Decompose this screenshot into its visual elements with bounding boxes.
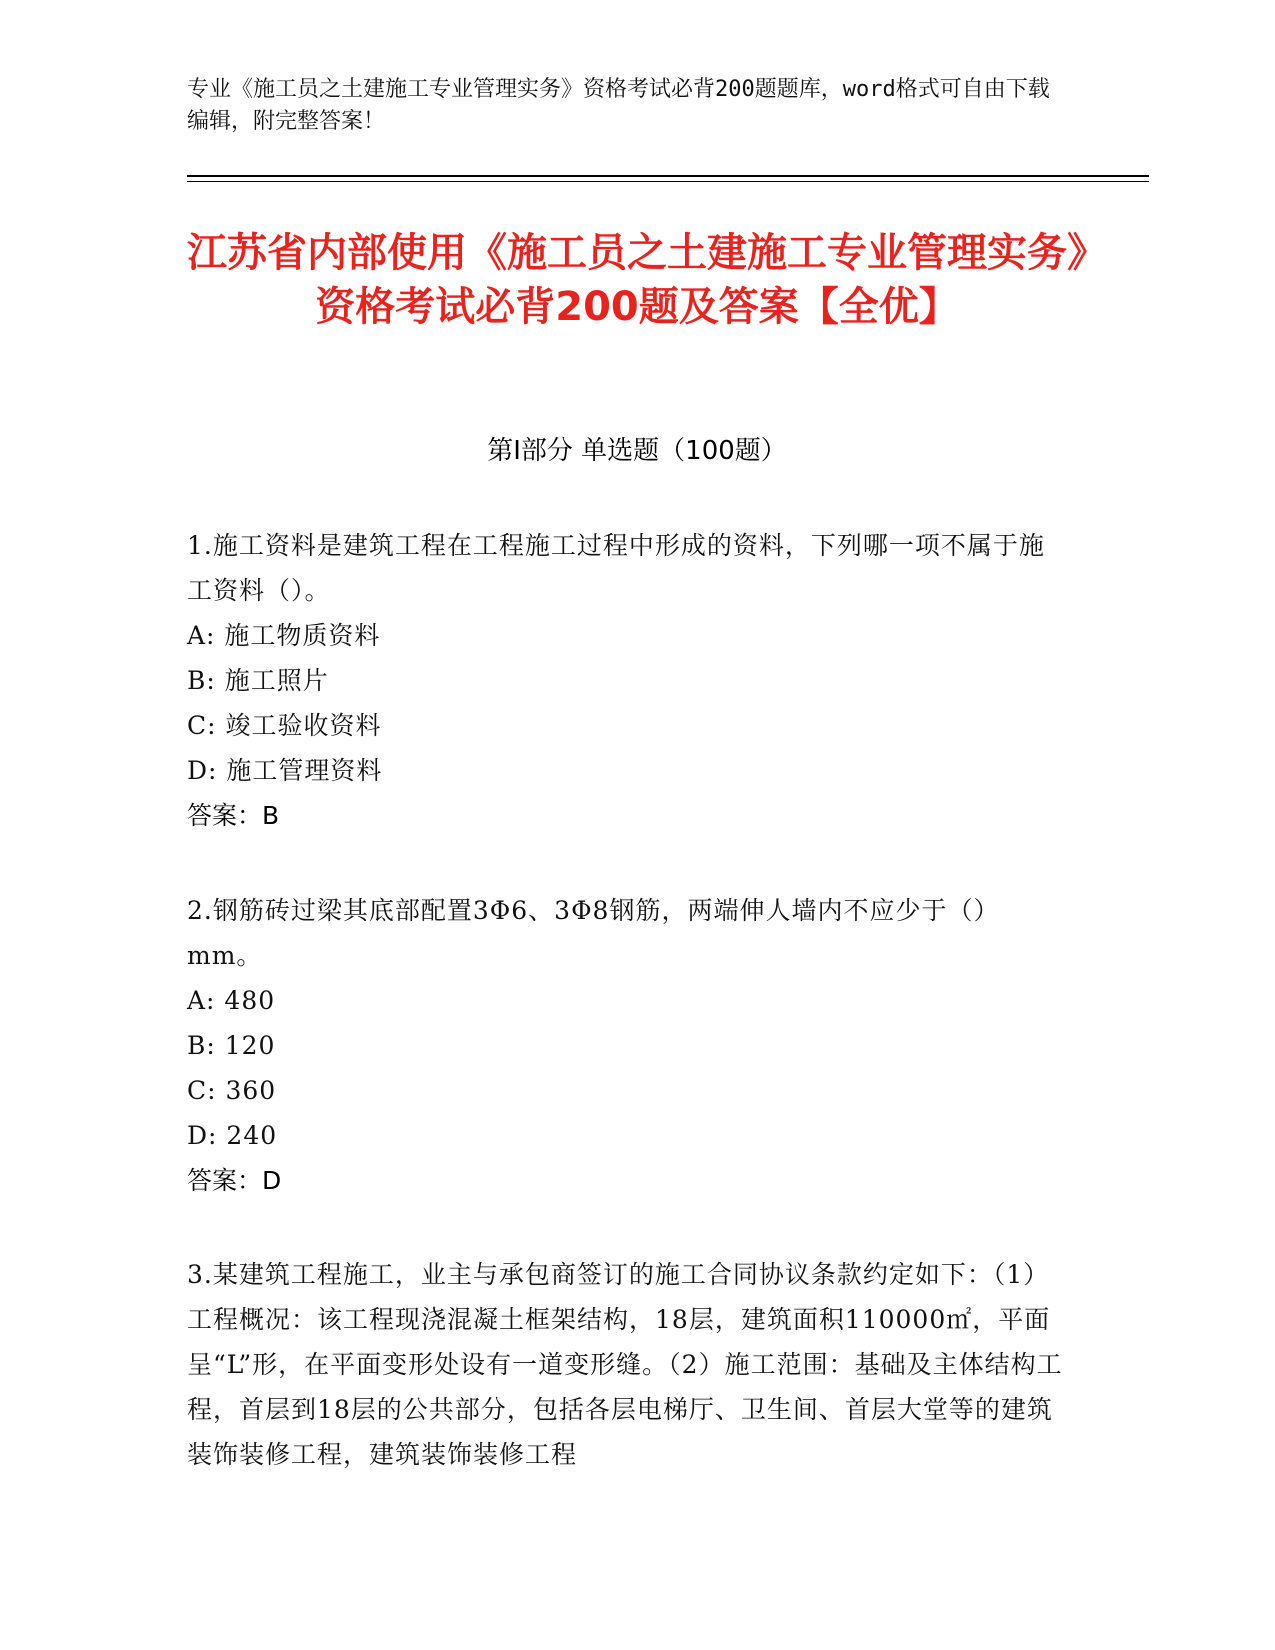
- option-d: D: 240: [187, 1121, 278, 1150]
- option-c: C: 360: [187, 1076, 277, 1105]
- option-a: A: 480: [187, 986, 276, 1015]
- option-b: B: 施工照片: [187, 666, 329, 695]
- document-title: 江苏省内部使用《施工员之土建施工专业管理实务》资格考试必背200题及答案【全优】: [187, 230, 1087, 330]
- option-c: C: 竣工验收资料: [187, 711, 382, 740]
- option-d: D: 施工管理资料: [187, 756, 383, 785]
- question-stem: 3.某建筑工程施工，业主与承包商签订的施工合同协议条款约定如下：（1）工程概况：该工程现浇混凝土框架结构，18层，建筑面积110000㎡，平面呈“L”形，在平面变形处设有一道变形缝。（2）施工范围：基础及主体结构工程，首层到18层的公共部分，包括各层电梯厅、卫生间、首层大堂等的建筑装饰装修工程，建筑装饰装修工程: [187, 1260, 1063, 1469]
- question-stem: 1.施工资料是建筑工程在工程施工过程中形成的资料，下列哪一项不属于施工资料（）。: [187, 531, 1045, 605]
- header-rule-thin: [187, 181, 1149, 182]
- header-note: 专业《施工员之土建施工专业管理实务》资格考试必背200题题库，word格式可自由下载编辑，附完整答案！: [187, 77, 1050, 134]
- question-answer: 答案：B: [187, 801, 280, 830]
- question-2: [187, 888, 1067, 1203]
- section-heading: 第I部分 单选题（100题）: [487, 436, 787, 466]
- question-1: [187, 523, 1067, 838]
- option-a: A: 施工物质资料: [187, 621, 381, 650]
- question-answer: 答案：D: [187, 1166, 282, 1195]
- question-3: [187, 1252, 1067, 1477]
- header-rule-thick: [187, 175, 1149, 177]
- question-stem: 2.钢筋砖过梁其底部配置3Φ6、3Φ8钢筋，两端伸人墙内不应少于（）mm。: [187, 896, 1000, 970]
- option-b: B: 120: [187, 1031, 276, 1060]
